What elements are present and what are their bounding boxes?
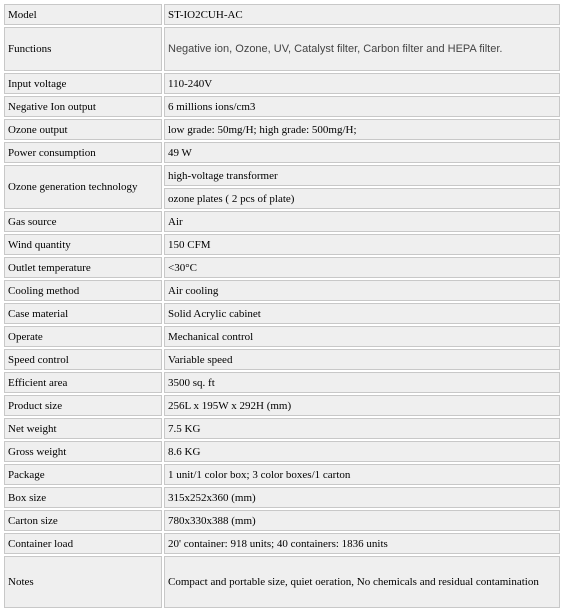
label-net-weight: Net weight <box>4 418 162 439</box>
value-container: 20' container: 918 units; 40 containers: 1836 units <box>164 533 560 554</box>
label-functions: Functions <box>4 27 162 71</box>
value-area: 3500 sq. ft <box>164 372 560 393</box>
label-model: Model <box>4 4 162 25</box>
value-ozone-output: low grade: 50mg/H; high grade: 500mg/H; <box>164 119 560 140</box>
row-negative-ion <box>4 96 560 117</box>
value-product-size: 256L x 195W x 292H (mm) <box>164 395 560 416</box>
row-container <box>4 533 560 554</box>
row-gross-weight <box>4 441 560 462</box>
value-functions: Negative ion, Ozone, UV, Catalyst filter, Carbon filter and HEPA filter. <box>164 27 560 71</box>
value-speed: Variable speed <box>164 349 560 370</box>
label-gas-source: Gas source <box>4 211 162 232</box>
row-product-size <box>4 395 560 416</box>
label-package: Package <box>4 464 162 485</box>
row-wind <box>4 234 560 255</box>
value-package: 1 unit/1 color box; 3 color boxes/1 carton <box>164 464 560 485</box>
value-cooling: Air cooling <box>164 280 560 301</box>
value-input-voltage: 110-240V <box>164 73 560 94</box>
row-operate <box>4 326 560 347</box>
row-box-size <box>4 487 560 508</box>
row-cooling <box>4 280 560 301</box>
label-container: Container load <box>4 533 162 554</box>
value-case: Solid Acrylic cabinet <box>164 303 560 324</box>
label-input-voltage: Input voltage <box>4 73 162 94</box>
row-package <box>4 464 560 485</box>
value-net-weight: 7.5 KG <box>164 418 560 439</box>
label-gross-weight: Gross weight <box>4 441 162 462</box>
row-input-voltage <box>4 73 560 94</box>
row-model <box>4 4 560 25</box>
row-ozone-tech <box>4 165 560 186</box>
value-wind: 150 CFM <box>164 234 560 255</box>
value-gas-source: Air <box>164 211 560 232</box>
row-case <box>4 303 560 324</box>
value-ozone-tech-1: high-voltage transformer <box>164 165 560 186</box>
value-notes: Compact and portable size, quiet oeration, No chemicals and residual contamination <box>164 556 560 608</box>
label-ozone-tech: Ozone generation technology <box>4 165 162 209</box>
label-power: Power consumption <box>4 142 162 163</box>
row-power <box>4 142 560 163</box>
row-net-weight <box>4 418 560 439</box>
label-case: Case material <box>4 303 162 324</box>
label-ozone-output: Ozone output <box>4 119 162 140</box>
label-negative-ion: Negative Ion output <box>4 96 162 117</box>
value-ozone-tech-2: ozone plates ( 2 pcs of plate) <box>164 188 560 209</box>
value-box-size: 315x252x360 (mm) <box>164 487 560 508</box>
row-carton-size <box>4 510 560 531</box>
value-outlet-temp: <30°C <box>164 257 560 278</box>
spec-table <box>2 2 562 610</box>
row-area <box>4 372 560 393</box>
value-carton-size: 780x330x388 (mm) <box>164 510 560 531</box>
label-area: Efficient area <box>4 372 162 393</box>
row-speed <box>4 349 560 370</box>
row-ozone-output <box>4 119 560 140</box>
label-operate: Operate <box>4 326 162 347</box>
value-gross-weight: 8.6 KG <box>164 441 560 462</box>
label-carton-size: Carton size <box>4 510 162 531</box>
value-power: 49 W <box>164 142 560 163</box>
value-operate: Mechanical control <box>164 326 560 347</box>
value-negative-ion: 6 millions ions/cm3 <box>164 96 560 117</box>
value-model: ST-IO2CUH-AC <box>164 4 560 25</box>
label-product-size: Product size <box>4 395 162 416</box>
row-gas-source <box>4 211 560 232</box>
label-cooling: Cooling method <box>4 280 162 301</box>
label-outlet-temp: Outlet temperature <box>4 257 162 278</box>
label-box-size: Box size <box>4 487 162 508</box>
label-speed: Speed control <box>4 349 162 370</box>
row-outlet-temp <box>4 257 560 278</box>
row-notes <box>4 556 560 608</box>
row-functions <box>4 27 560 71</box>
label-wind: Wind quantity <box>4 234 162 255</box>
label-notes: Notes <box>4 556 162 608</box>
